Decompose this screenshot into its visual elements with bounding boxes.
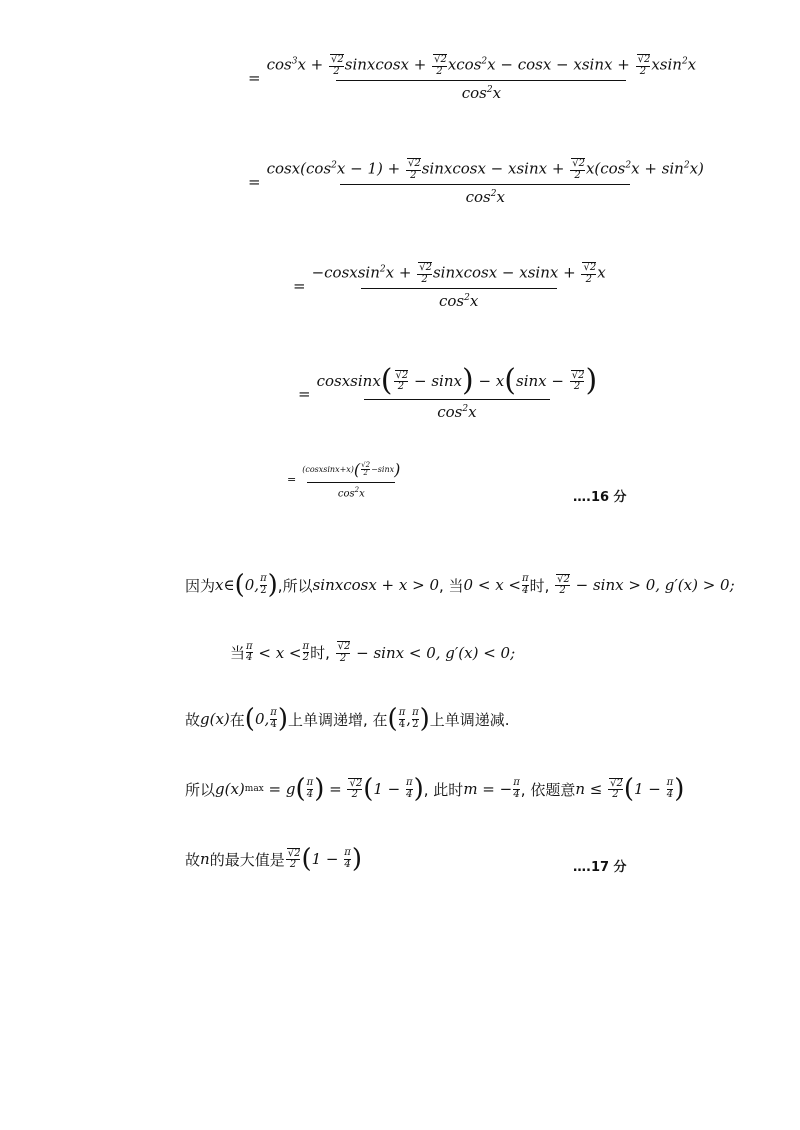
text-when: , 当 — [439, 576, 464, 595]
text-then: , 此时 — [423, 780, 464, 799]
func-g: g(x) — [200, 710, 230, 728]
derivation-step-1 — [248, 54, 700, 102]
text-so: ,所以 — [277, 576, 313, 595]
equals-sign: = — [287, 473, 297, 487]
step-5-denominator: $\cos^2x$ — [337, 486, 365, 500]
sign-result-1: √2 2 − sinx > 0, g′(x) > 0; — [557, 573, 735, 596]
func-g: g(x) — [215, 780, 245, 798]
step-1-denominator: $\cos^2x$ — [461, 84, 502, 102]
m-value: m = − π 4 — [463, 777, 520, 800]
n-max-value: √2 2 ( 1 − π 4 ) — [287, 844, 362, 874]
equals-sign: = — [293, 277, 306, 295]
step-5-fraction — [298, 460, 404, 499]
score-marker-16: ….16 分 — [573, 490, 627, 505]
equals-sign: = — [248, 69, 261, 87]
step-2-fraction — [263, 158, 708, 206]
reasoning-line-5 — [185, 846, 362, 872]
sign-result-2: √2 2 − sinx < 0, g′(x) < 0; — [337, 641, 516, 664]
max-value-expr: = g ( π 4 ) = √2 2 ( 1 − π 4 ) — [263, 774, 424, 804]
reasoning-line-2 — [230, 641, 515, 664]
var-n: n — [200, 850, 210, 868]
reasoning-line-3 — [185, 706, 510, 732]
interval-pi4-pi2: ( π 4 , π 2 ) — [387, 704, 430, 734]
interval-0-pi4: ( 0, π 4 ) — [244, 704, 288, 734]
text-increasing: 上单调递增, 在 — [288, 710, 388, 729]
step-4-numerator: cosxsinx ( √2 2 − sinx ) − x ( sinx − √2 2 ) — [316, 363, 598, 398]
n-inequality: n ≤ √2 2 ( 1 − π 4 ) — [575, 774, 685, 804]
step-3-numerator: −cosxsin$^2$x + $\frac{√2}{2}$ sinxcosx − xsinx + $\frac{√2}{2}$ x — [311, 262, 606, 285]
step-1-numerator: $\cos^3x$ + $\frac{√2}{2}$ sinxcosx + $\frac{√2}{2}$ xcos$^2$x − cosx − xsinx + $\frac{√2}{2}$ xsin$^2$x — [266, 54, 697, 77]
reasoning-line-4 — [185, 776, 684, 802]
text-max-value-is: 的最大值是 — [209, 850, 285, 869]
text-decreasing: 上单调递减. — [429, 710, 510, 729]
text-when: 当 — [230, 644, 246, 662]
step-2-numerator: $\cos x(\cos^2x - 1)$ + $\frac{√2}{2}$ sinxcosx − xsinx + $\frac{√2}{2}$ $x(\cos^2x + \sin^2x)$ — [266, 158, 704, 181]
var-x: x — [215, 576, 224, 594]
text-by-condition: , 依题意 — [520, 780, 576, 799]
reasoning-line-1 — [185, 572, 735, 598]
derivation-step-4 — [298, 363, 601, 421]
text-on: 在 — [229, 710, 245, 729]
equals-sign: = — [248, 173, 261, 191]
max-subscript: max — [244, 784, 264, 794]
derivation-step-3 — [293, 262, 610, 310]
step-1-fraction — [263, 54, 701, 102]
expr-positive: sinxcosx + x > 0 — [312, 576, 439, 594]
step-4-fraction — [313, 363, 602, 421]
interval-0-pi2: ( 0, π 2 ) — [234, 570, 278, 600]
step-3-fraction — [308, 262, 610, 310]
text-because: 因为 — [185, 576, 216, 595]
text-so: 所以 — [185, 780, 216, 799]
element-of: ∈ — [223, 576, 235, 594]
derivation-step-2 — [248, 158, 708, 206]
text-shi: 时, — [529, 576, 550, 595]
text-therefore: 故 — [185, 710, 201, 729]
step-4-denominator: $\cos^2x$ — [437, 403, 477, 421]
step-5-numerator: (cosxsinx+x) ( √2 2 −sinx ) — [302, 460, 401, 479]
text-shi: 时, — [310, 644, 330, 662]
equals-sign: = — [298, 384, 311, 403]
condition-range-1: 0 < x < π 4 — [463, 573, 529, 596]
step-3-denominator: $\cos^2x$ — [438, 292, 479, 310]
step-2-denominator: $\cos^2x$ — [465, 188, 505, 206]
derivation-step-5 — [287, 460, 404, 499]
text-therefore: 故 — [185, 850, 201, 869]
condition-range-2: π 4 < x < π 2 — [246, 640, 310, 663]
score-marker-17: ….17 分 — [573, 860, 627, 875]
